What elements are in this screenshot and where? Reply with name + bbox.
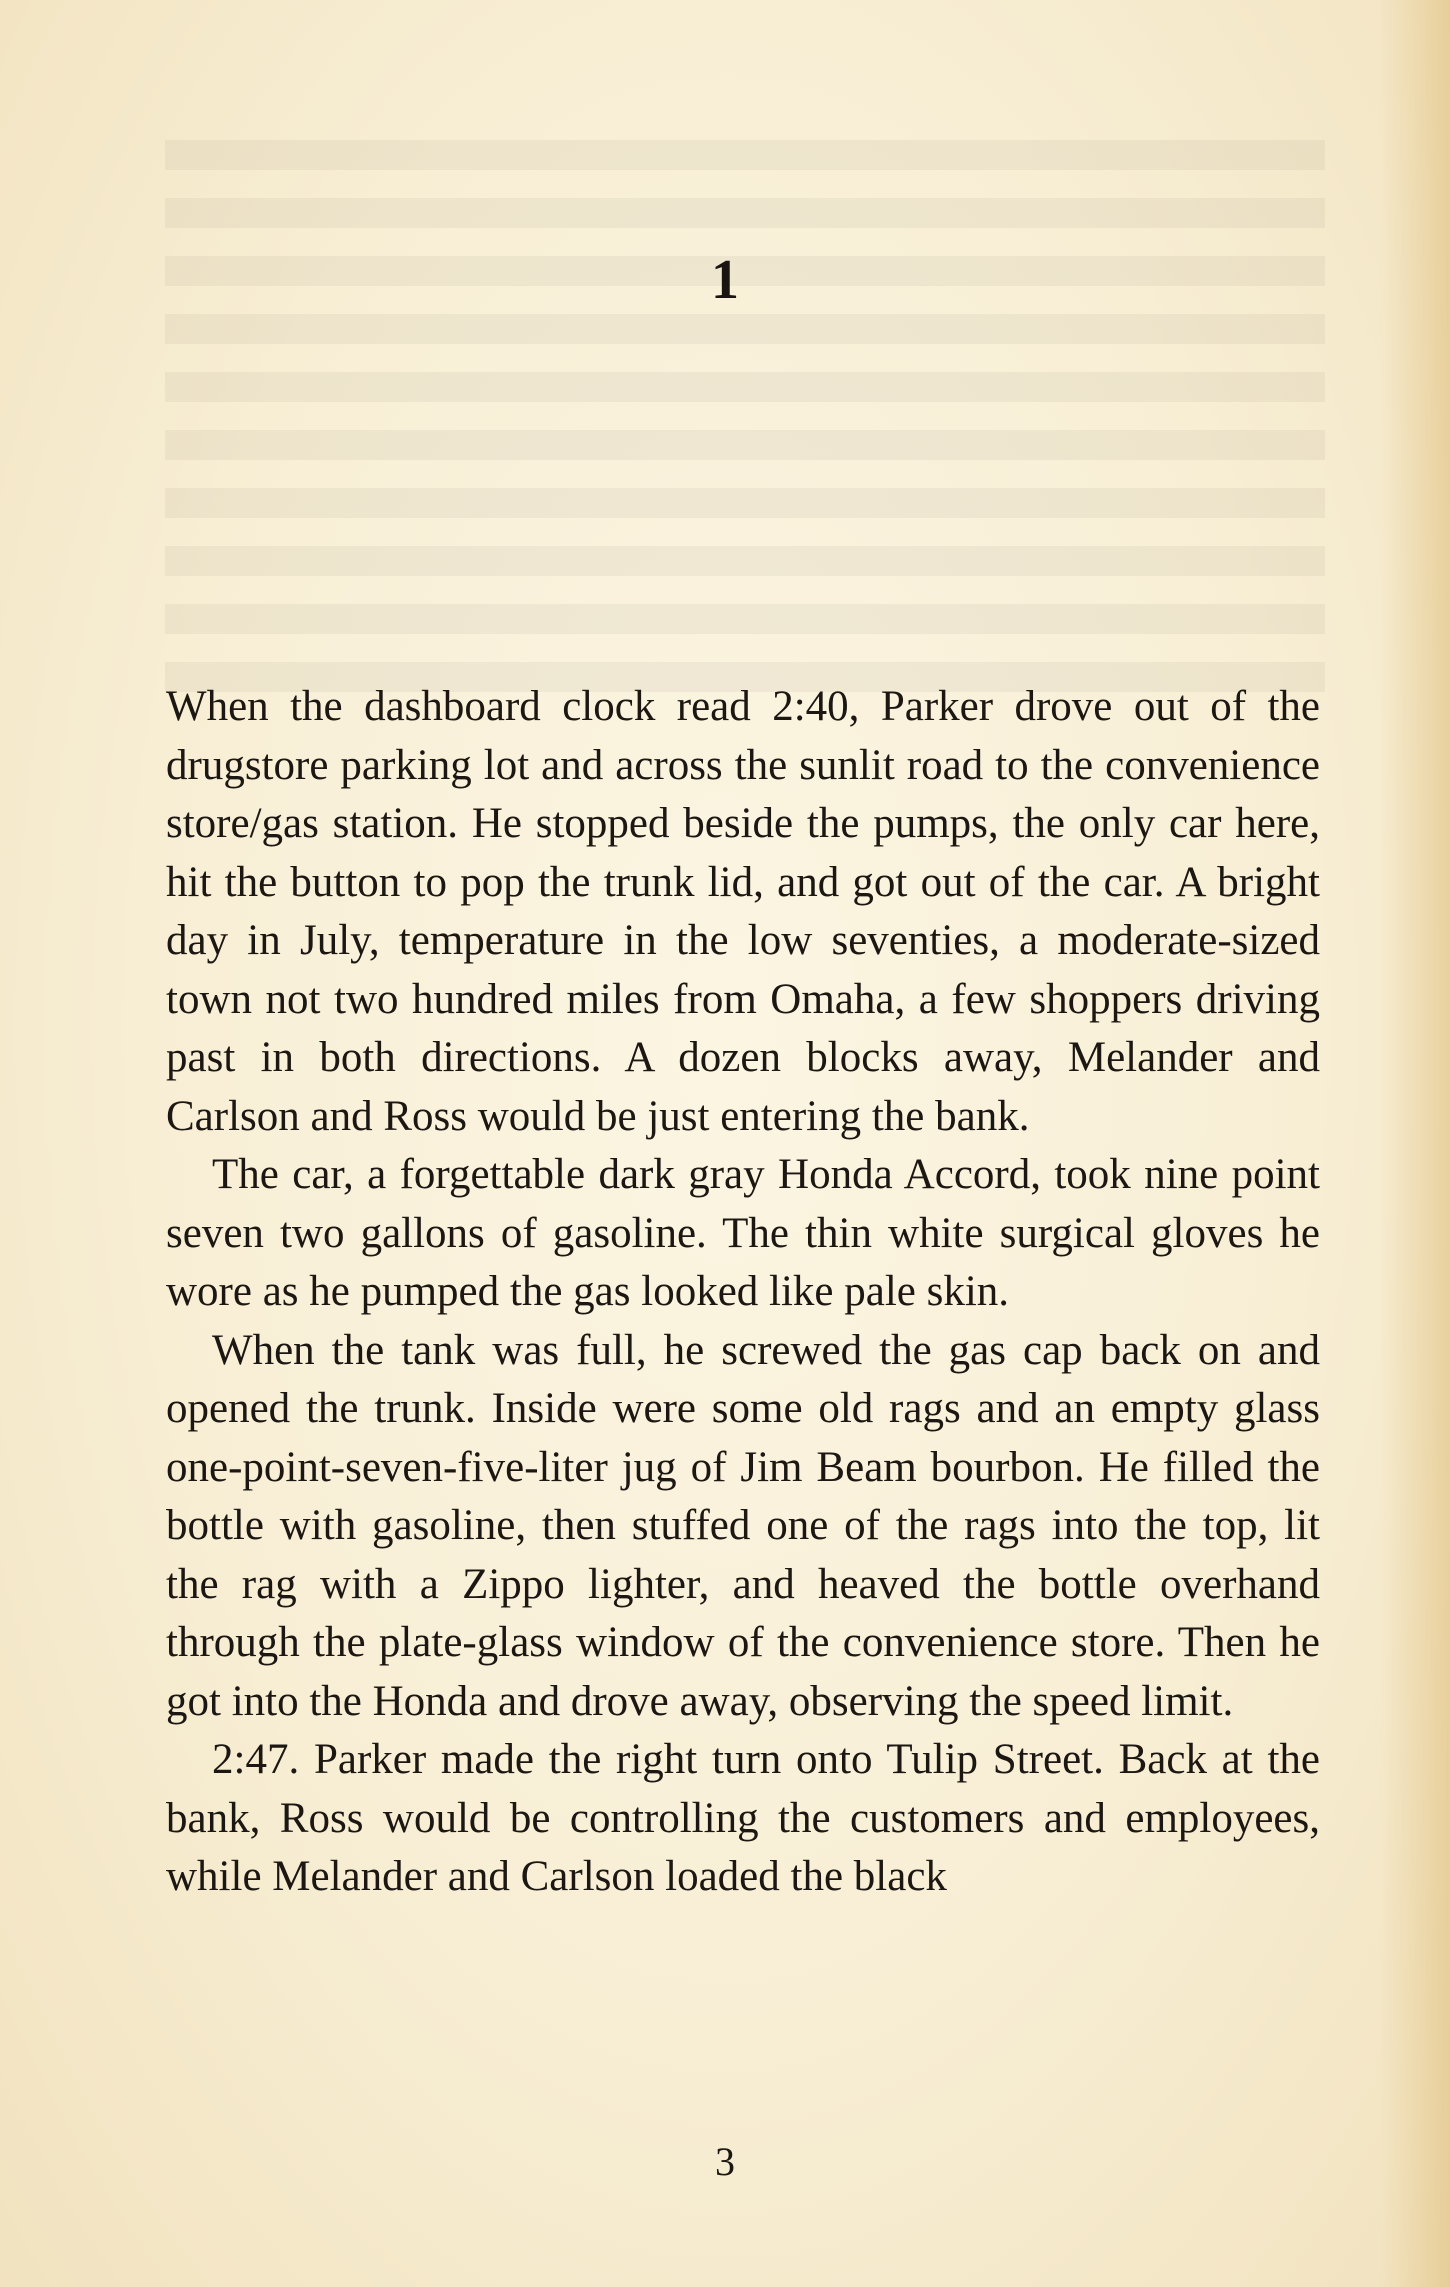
paragraph: The car, a forgettable dark gray Honda Accord, took nine point seven two gallons of gasoline. The thin white surgical gloves he wore as he pumped the gas looked like pale skin. (166, 1151, 1320, 1315)
chapter-number: 1 (711, 249, 739, 311)
paragraph: When the dashboard clock read 2:40, Parker drove out of the drugstore parking lot and across the sunlit road to the convenience store/gas station. He stopped beside the pumps, the only car here, hit the button to pop the trunk lid, and got out of the car. A bright day in July, temperature in the low seventies, a moderate-sized town not two hundred miles from Omaha, a few shoppers driving past in both directions. A dozen blocks away, Melander and Carlson and Ross would be just entering the bank. (166, 683, 1320, 1140)
paragraph: 2:47. Parker made the right turn onto Tulip Street. Back at the bank, Ross would be controlling the customers and employees, while Melander and Carlson loaded the black (166, 1736, 1320, 1900)
body-text (166, 678, 1320, 1907)
paragraph: When the tank was full, he screwed the gas cap back on and opened the trunk. Inside were some old rags and an empty glass one-point-seven-five-liter jug of Jim Beam bourbon. He filled the bottle with gasoline, then stuffed one of the rags into the top, lit the rag with a Zippo lighter, and heaved the bottle overhand through the plate-glass window of the convenience store. Then he got into the Honda and drove away, observing the speed limit. (166, 1326, 1320, 1725)
show-through-text (165, 140, 1325, 700)
page-edge-shadow (1380, 0, 1450, 2287)
page-number: 3 (715, 2139, 735, 2184)
